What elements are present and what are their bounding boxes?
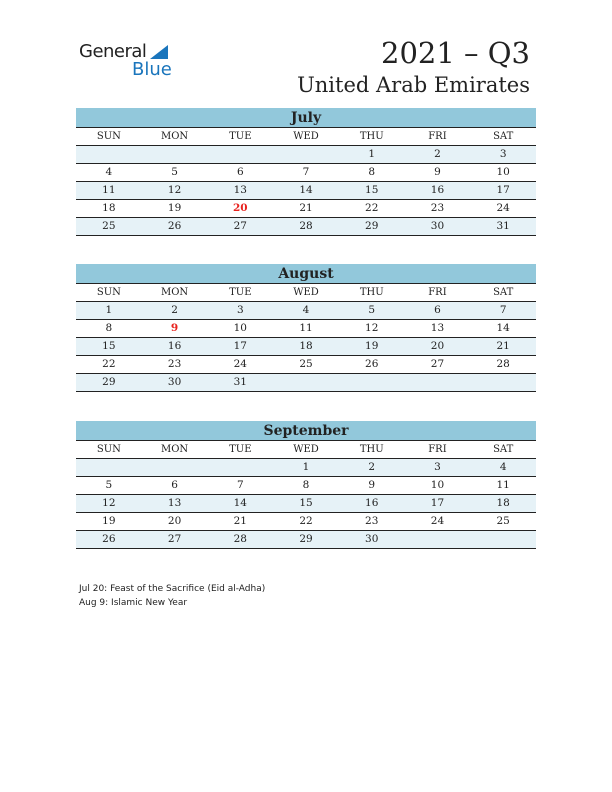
- day-cell: 10: [496, 166, 510, 178]
- day-cell: 14: [233, 497, 247, 509]
- day-cell: 4: [302, 304, 310, 316]
- day-cell: 5: [105, 479, 113, 491]
- week-row: [76, 200, 536, 218]
- day-cell: 5: [171, 166, 178, 178]
- day-cell: 2: [368, 461, 376, 473]
- day-cell: 28: [233, 533, 247, 545]
- day-cell: [76, 459, 142, 476]
- day-cell: 4: [499, 461, 507, 473]
- day-cell: 24: [496, 202, 510, 214]
- day-cell: [405, 374, 471, 391]
- day-cell: [76, 146, 142, 163]
- week-row: [76, 477, 536, 495]
- day-cell: [142, 459, 208, 476]
- day-cell: 3: [236, 304, 244, 316]
- day-cell: 15: [365, 184, 379, 196]
- day-cell: 30: [430, 220, 445, 232]
- day-cell: 29: [299, 533, 313, 545]
- day-cell: [273, 374, 339, 391]
- day-cell: 12: [365, 322, 379, 334]
- day-cell: 25: [102, 220, 116, 232]
- day-cell: 3: [499, 148, 507, 160]
- week-row: [76, 146, 536, 164]
- logo: [79, 41, 172, 80]
- day-cell: 7: [236, 479, 244, 491]
- day-cell: 7: [499, 304, 507, 316]
- weekday-label: THU: [359, 287, 384, 298]
- day-cell: [470, 374, 536, 391]
- weekday-label: WED: [293, 444, 319, 455]
- day-cell: 1: [105, 304, 113, 316]
- weekday-label: WED: [293, 287, 319, 298]
- day-cell: [273, 146, 339, 163]
- weekday-label: SUN: [96, 131, 121, 142]
- weekday-label: TUE: [229, 444, 252, 455]
- day-cell: 20: [167, 515, 182, 527]
- week-row: [76, 182, 536, 200]
- weekday-label: THU: [359, 131, 384, 142]
- weekday-label: SUN: [96, 287, 121, 298]
- week-row: [76, 513, 536, 531]
- weekday-label: TUE: [229, 131, 252, 142]
- day-cell: 30: [167, 376, 182, 388]
- weekday-label: WED: [293, 131, 319, 142]
- day-cell: 23: [167, 358, 182, 370]
- weekday-label: SAT: [493, 287, 514, 298]
- day-cell: [339, 374, 405, 391]
- day-cell: [142, 146, 208, 163]
- day-cell: 22: [365, 202, 379, 214]
- weekday-label: SAT: [493, 444, 514, 455]
- day-cell: 7: [302, 166, 310, 178]
- day-cell: 19: [365, 340, 379, 352]
- weekday-row: [76, 128, 536, 146]
- day-cell: 18: [299, 340, 313, 352]
- weekday-row: [76, 284, 536, 302]
- country-name: United Arab Emirates: [297, 73, 530, 97]
- day-cell: 21: [299, 202, 313, 214]
- day-cell: [207, 146, 273, 163]
- week-row: [76, 218, 536, 236]
- day-cell: 9: [368, 479, 376, 491]
- day-cell: 19: [167, 202, 182, 214]
- week-row: [76, 356, 536, 374]
- holiday-note: Aug 9: Islamic New Year: [79, 598, 188, 608]
- day-cell: 14: [496, 322, 510, 334]
- weekday-label: TUE: [229, 287, 252, 298]
- day-cell: 26: [167, 220, 182, 232]
- day-cell: 6: [236, 166, 244, 178]
- day-cell: 28: [496, 358, 510, 370]
- week-row: [76, 374, 536, 392]
- day-cell: 13: [167, 497, 182, 509]
- day-cell: 15: [102, 340, 116, 352]
- day-cell: 11: [299, 322, 313, 334]
- week-row: [76, 164, 536, 182]
- day-cell: 2: [434, 148, 441, 160]
- week-row: [76, 495, 536, 513]
- month-july: [76, 108, 536, 236]
- week-row: [76, 459, 536, 477]
- day-cell: 2: [171, 304, 178, 316]
- week-row: [76, 302, 536, 320]
- day-cell: 11: [496, 479, 510, 491]
- day-cell: 4: [105, 166, 113, 178]
- day-cell: 8: [105, 322, 113, 334]
- weekday-label: FRI: [428, 287, 447, 298]
- logo-blue: Blue: [132, 59, 172, 80]
- month-title: September: [76, 421, 536, 441]
- day-cell: 31: [496, 220, 510, 232]
- day-cell: 23: [365, 515, 379, 527]
- day-cell: 27: [233, 220, 247, 232]
- holiday-day-cell: 9: [170, 322, 179, 334]
- day-cell: 12: [102, 497, 116, 509]
- day-cell: 16: [365, 497, 379, 509]
- day-cell: 21: [233, 515, 247, 527]
- day-cell: 24: [430, 515, 445, 527]
- day-cell: 5: [368, 304, 376, 316]
- holiday-day-cell: 20: [232, 202, 248, 214]
- day-cell: 15: [299, 497, 313, 509]
- logo-triangle-icon: [150, 45, 168, 59]
- month-title: August: [76, 264, 536, 284]
- day-cell: 26: [102, 533, 116, 545]
- day-cell: 25: [496, 515, 510, 527]
- day-cell: 10: [430, 479, 445, 491]
- day-cell: 27: [430, 358, 445, 370]
- weekday-label: FRI: [428, 444, 447, 455]
- day-cell: 20: [430, 340, 445, 352]
- weekday-label: MON: [160, 444, 189, 455]
- day-cell: 24: [233, 358, 247, 370]
- day-cell: 10: [233, 322, 247, 334]
- day-cell: 26: [365, 358, 379, 370]
- day-cell: 16: [430, 184, 445, 196]
- logo-general: General: [79, 41, 147, 62]
- day-cell: 11: [102, 184, 116, 196]
- day-cell: 14: [299, 184, 313, 196]
- day-cell: 31: [233, 376, 247, 388]
- weekday-label: MON: [160, 287, 189, 298]
- week-row: [76, 338, 536, 356]
- day-cell: 17: [496, 184, 510, 196]
- day-cell: 1: [302, 461, 310, 473]
- holiday-notes: [79, 582, 265, 610]
- day-cell: 13: [430, 322, 445, 334]
- day-cell: 29: [102, 376, 116, 388]
- week-row: [76, 320, 536, 338]
- day-cell: 19: [102, 515, 116, 527]
- day-cell: 30: [365, 533, 379, 545]
- day-cell: 9: [434, 166, 441, 178]
- holiday-note: Jul 20: Feast of the Sacrifice (Eid al-Adha): [79, 584, 266, 594]
- week-row: [76, 531, 536, 549]
- weekday-label: MON: [160, 131, 189, 142]
- day-cell: 17: [233, 340, 247, 352]
- day-cell: 28: [299, 220, 313, 232]
- day-cell: 16: [167, 340, 182, 352]
- day-cell: 6: [434, 304, 441, 316]
- weekday-label: SUN: [96, 444, 121, 455]
- weekday-label: FRI: [428, 131, 447, 142]
- day-cell: [470, 531, 536, 548]
- day-cell: 21: [496, 340, 510, 352]
- day-cell: 17: [430, 497, 445, 509]
- day-cell: 22: [299, 515, 313, 527]
- month-august: [76, 264, 536, 392]
- month-title: July: [76, 108, 536, 128]
- day-cell: 18: [102, 202, 116, 214]
- month-september: [76, 421, 536, 549]
- weekday-label: THU: [359, 444, 384, 455]
- day-cell: 18: [496, 497, 510, 509]
- day-cell: 25: [299, 358, 313, 370]
- day-cell: [207, 459, 273, 476]
- day-cell: 22: [102, 358, 116, 370]
- day-cell: 12: [167, 184, 182, 196]
- day-cell: 3: [434, 461, 441, 473]
- day-cell: 23: [430, 202, 445, 214]
- day-cell: 1: [368, 148, 376, 160]
- day-cell: 29: [365, 220, 379, 232]
- day-cell: 8: [302, 479, 310, 491]
- page-title: 2021 – Q3: [381, 36, 530, 70]
- day-cell: 27: [167, 533, 182, 545]
- weekday-label: SAT: [493, 131, 514, 142]
- day-cell: 13: [233, 184, 247, 196]
- day-cell: 6: [171, 479, 178, 491]
- day-cell: [405, 531, 471, 548]
- day-cell: 8: [368, 166, 376, 178]
- weekday-row: [76, 441, 536, 459]
